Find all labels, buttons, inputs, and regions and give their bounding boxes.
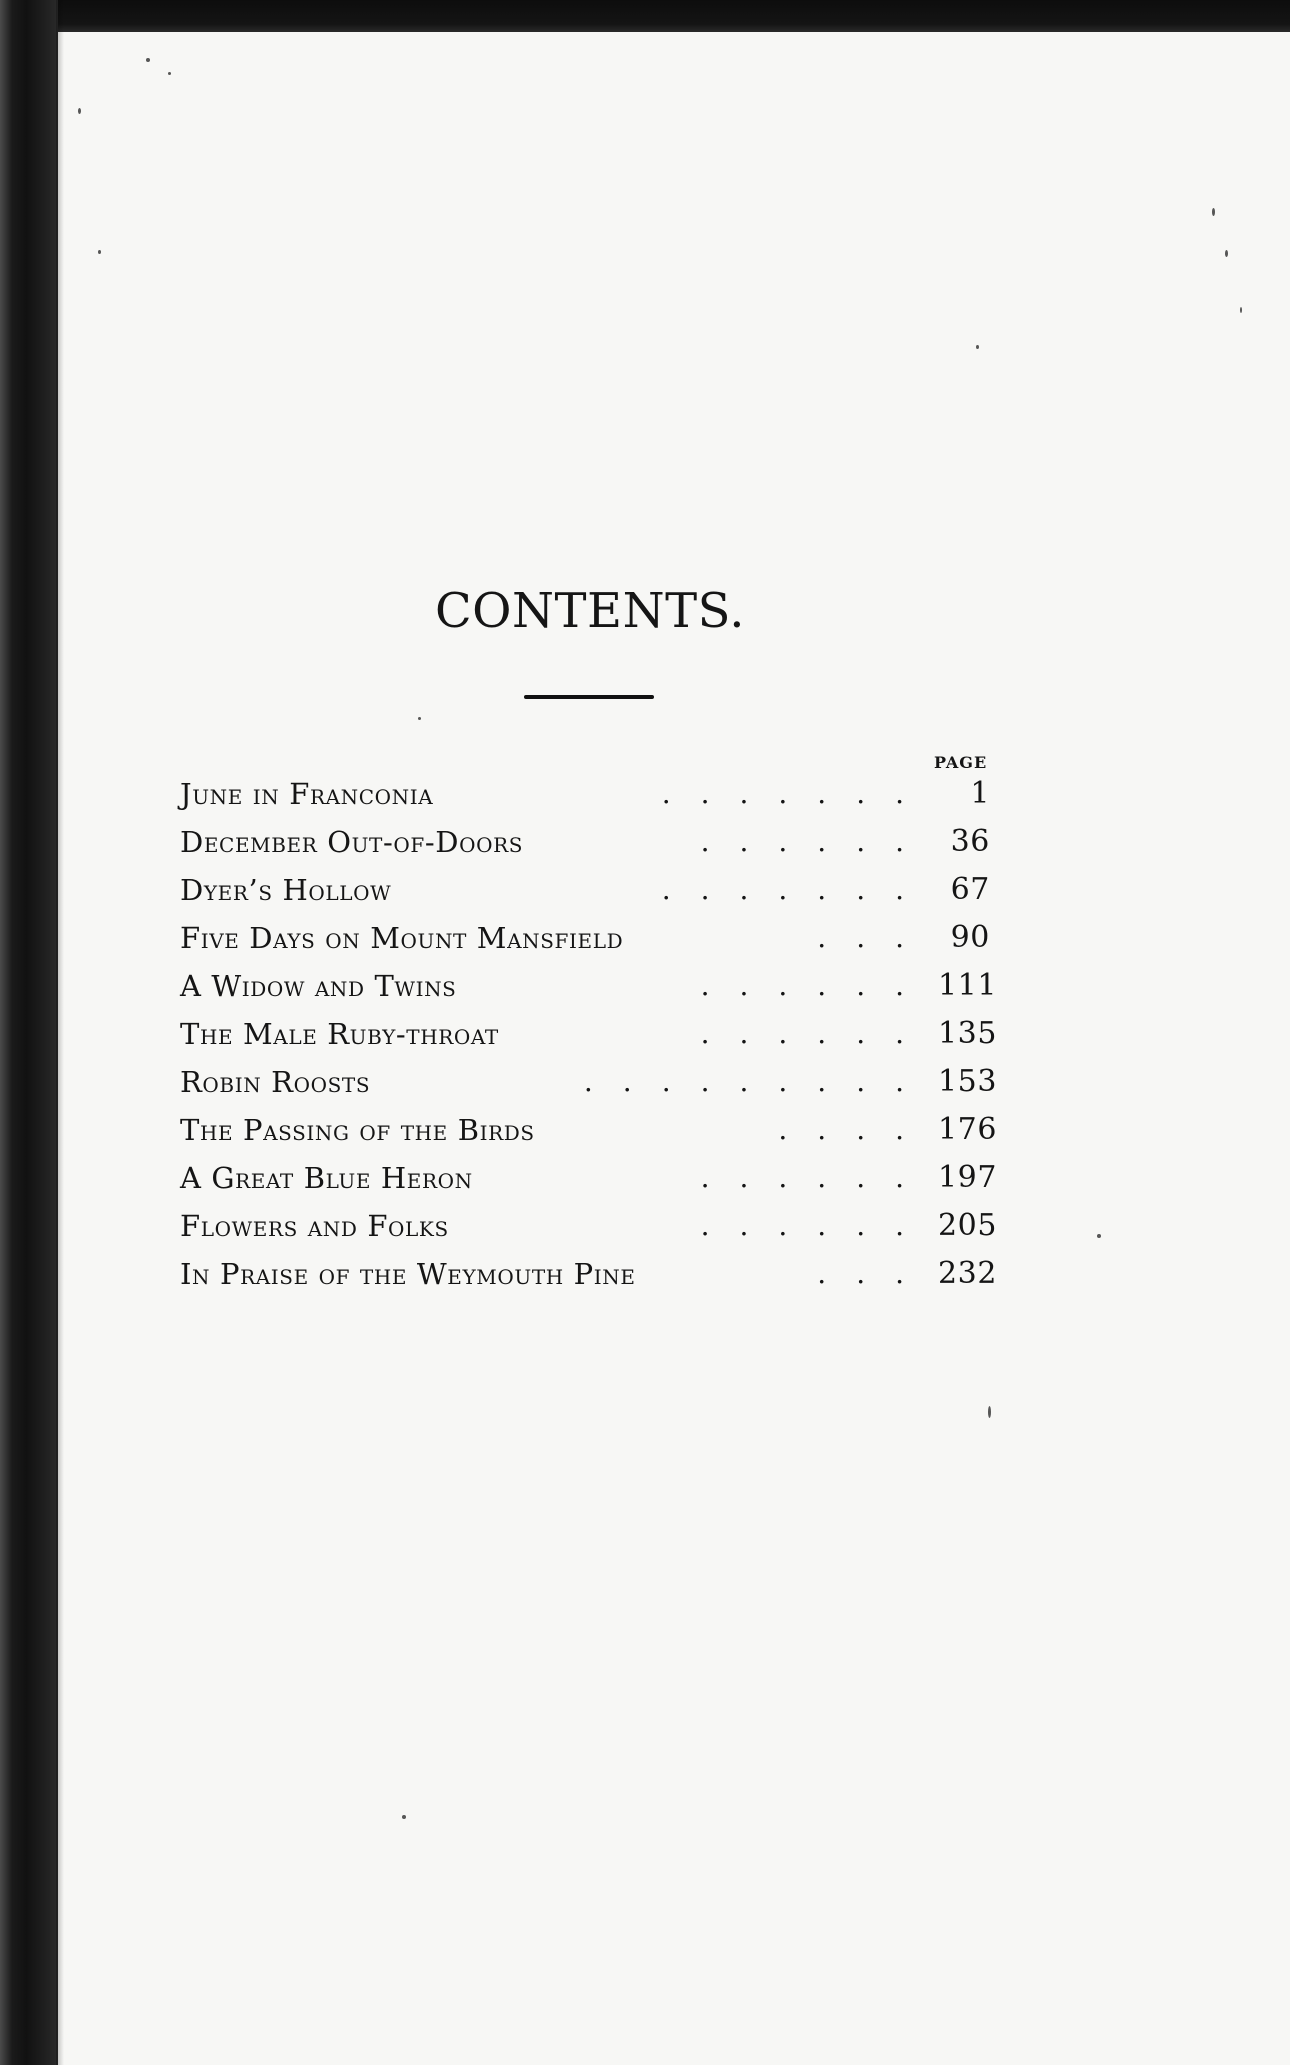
toc-entry	[180, 1010, 998, 1058]
page-number: 67	[950, 872, 990, 907]
chapter-title: Robin Roosts	[180, 1065, 371, 1099]
toc-entry	[180, 1106, 998, 1154]
page-number: 90	[950, 920, 990, 955]
dot-leader: ....	[778, 1113, 934, 1146]
toc-entry	[180, 1154, 998, 1202]
dot-leader: .......	[661, 777, 934, 810]
dot-leader: .......	[661, 873, 934, 906]
toc-entry	[180, 866, 990, 914]
dot-leader: ......	[700, 825, 934, 858]
page-number: 153	[938, 1064, 998, 1099]
chapter-title: June in Franconia	[180, 777, 434, 811]
chapter-title: A Widow and Twins	[180, 969, 457, 1003]
toc-entry	[180, 1202, 998, 1250]
toc-entry	[180, 914, 990, 962]
chapter-title: Five Days on Mount Mansfield	[180, 921, 624, 955]
page-number: 232	[938, 1256, 998, 1291]
toc-entry	[180, 962, 998, 1010]
page-number: 135	[938, 1016, 998, 1051]
toc-entry	[180, 818, 990, 866]
dot-leader: ......	[700, 969, 934, 1002]
toc-entry	[180, 1058, 998, 1106]
toc-entry	[180, 770, 990, 818]
chapter-title: A Great Blue Heron	[180, 1161, 473, 1195]
dot-leader: ......	[700, 1209, 934, 1242]
chapter-title: Flowers and Folks	[180, 1209, 449, 1243]
dot-leader: ...	[817, 921, 934, 954]
page-number: 1	[970, 776, 990, 811]
chapter-title: Dyer’s Hollow	[180, 873, 392, 907]
chapter-title: The Male Ruby-throat	[180, 1017, 499, 1051]
table-of-contents	[180, 770, 998, 1298]
chapter-title: In Praise of the Weymouth Pine	[180, 1257, 636, 1291]
dot-leader: ......	[700, 1017, 934, 1050]
page-number: 176	[938, 1112, 998, 1147]
page-number: 205	[938, 1208, 998, 1243]
dot-leader: .........	[583, 1065, 934, 1098]
toc-entry	[180, 1250, 998, 1298]
chapter-title: December Out-of-Doors	[180, 825, 524, 859]
dot-leader: ......	[700, 1161, 934, 1194]
page-number: 36	[950, 824, 990, 859]
chapter-title: The Passing of the Birds	[180, 1113, 535, 1147]
page-column-label: PAGE	[934, 753, 988, 772]
page-number: 197	[938, 1160, 998, 1195]
dot-leader: ...	[817, 1257, 934, 1290]
contents-title: CONTENTS.	[434, 583, 746, 639]
page-number: 111	[938, 968, 998, 1003]
title-rule	[524, 695, 654, 699]
